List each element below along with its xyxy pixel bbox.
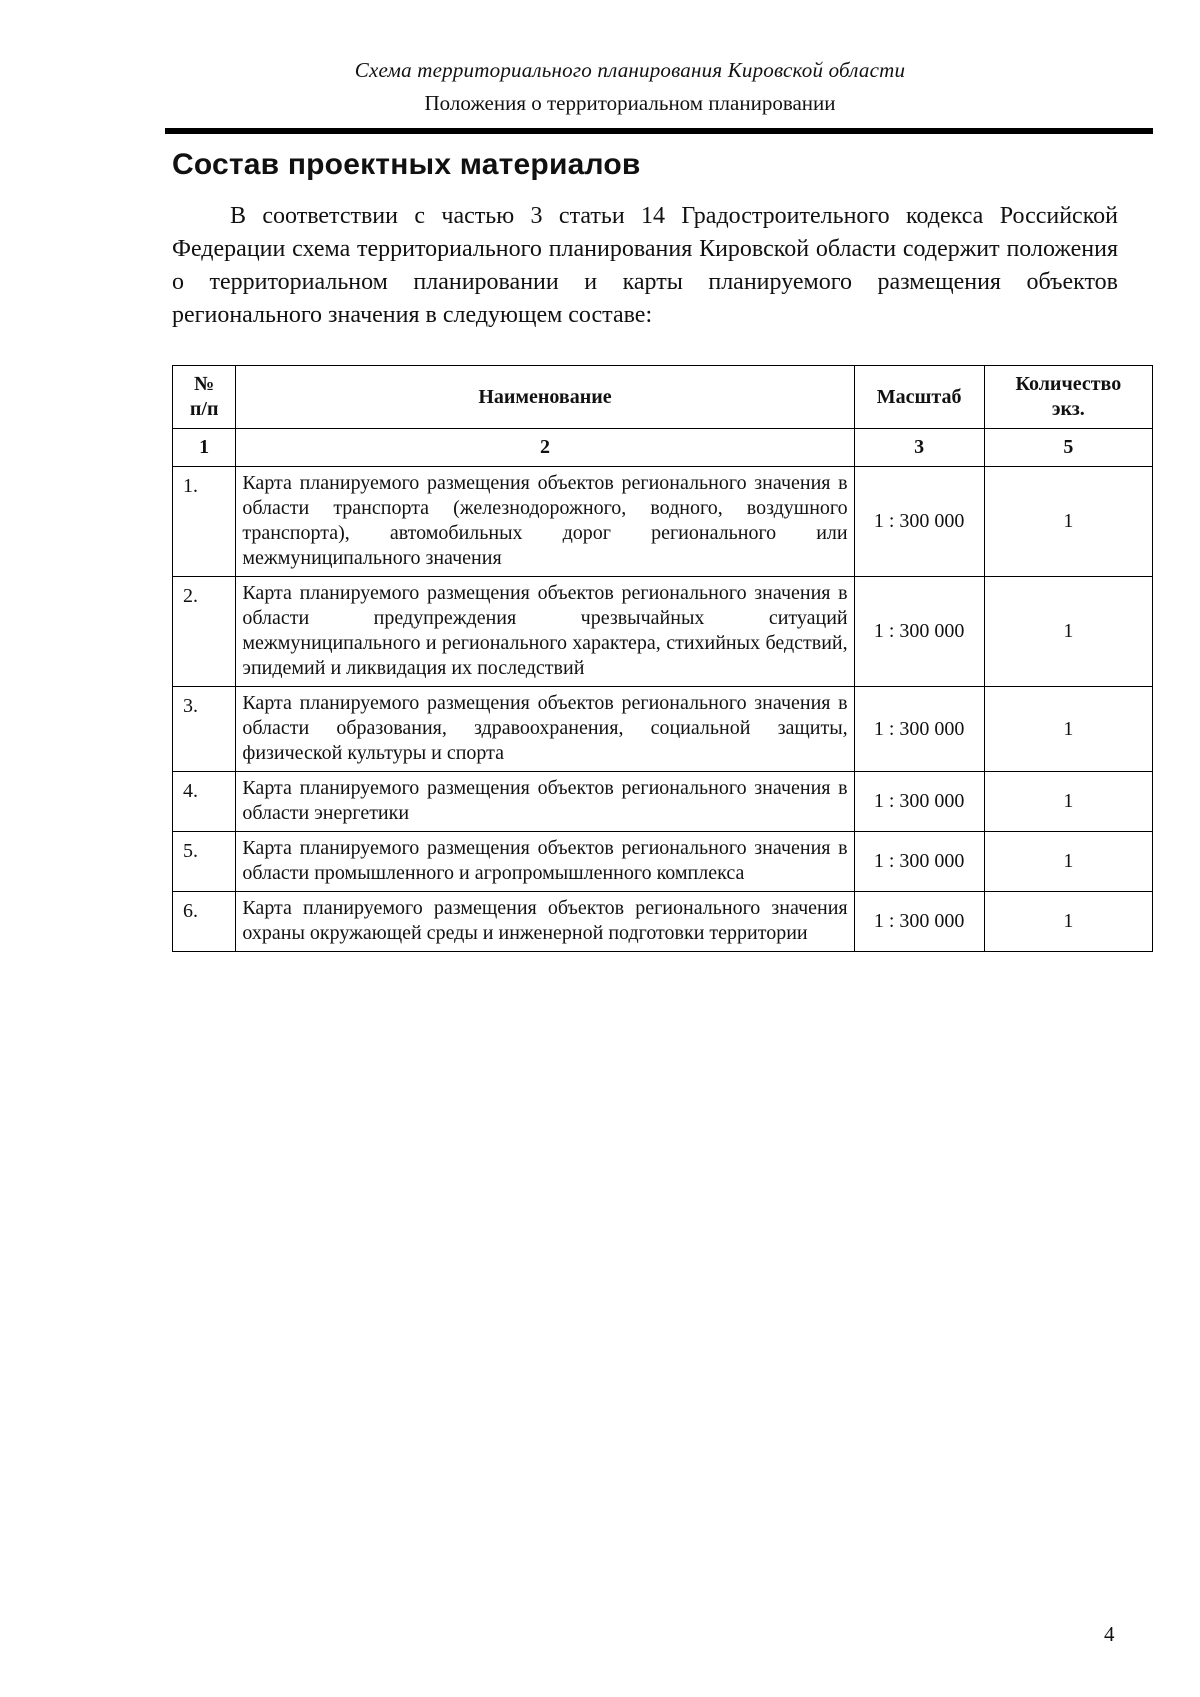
header-scale: Масштаб [854,366,984,429]
row-num: 3. [173,687,236,772]
scheme-title: Схема территориального планирования Кировской области [354,58,906,82]
row-scale: 1 : 300 000 [854,772,984,832]
index-name: 2 [236,429,854,467]
page-title: Состав проектных материалов [172,148,641,181]
row-qty: 1 [984,772,1152,832]
index-num: 1 [173,429,236,467]
header-num: № п/п [173,366,236,429]
row-qty: 1 [984,892,1152,952]
row-scale: 1 : 300 000 [854,467,984,577]
intro-paragraph: В соответствии с частью 3 статьи 14 Градостроительного кодекса Российской Федерации схема территориального планирования Кировской области содержит положения о территориальном планировании и карты планируемого размещения объектов регионального значения в следующем составе: [172,203,1118,328]
header-qty: Количество экз. [984,366,1152,429]
running-header-title [0,58,1200,83]
table-row [173,577,1153,687]
row-qty: 1 [984,687,1152,772]
row-num: 5. [173,832,236,892]
row-name: Карта планируемого размещения объектов регионального значения в области промышленного и агропромышленного комплекса [236,832,854,892]
running-header-section [0,91,1200,116]
table-row [173,892,1153,952]
section-title: Положения о территориальном планировании [424,91,836,115]
row-num: 6. [173,892,236,952]
table-row [173,772,1153,832]
materials-table [172,365,1153,952]
row-qty: 1 [984,467,1152,577]
table-row [173,832,1153,892]
header-name: Наименование [236,366,854,429]
row-name: Карта планируемого размещения объектов регионального значения в области образования, здравоохранения, социальной защиты, физической культуры и спорта [236,687,854,772]
index-scale: 3 [854,429,984,467]
table-row [173,687,1153,772]
row-num: 2. [173,577,236,687]
page-number: 4 [1104,1622,1115,1646]
header-divider [165,128,1153,134]
row-num: 1. [173,467,236,577]
row-scale: 1 : 300 000 [854,687,984,772]
table-index-row [173,429,1153,467]
row-qty: 1 [984,832,1152,892]
table-row [173,467,1153,577]
row-name: Карта планируемого размещения объектов регионального значения охраны окружающей среды и инженерной подготовки территории [236,892,854,952]
row-name: Карта планируемого размещения объектов регионального значения в области энергетики [236,772,854,832]
row-scale: 1 : 300 000 [854,892,984,952]
row-scale: 1 : 300 000 [854,832,984,892]
row-name: Карта планируемого размещения объектов регионального значения в области предупреждения чрезвычайных ситуаций межмуниципального и регионального характера, стихийных бедствий, эпидемий и ликвидация их последствий [236,577,854,687]
row-scale: 1 : 300 000 [854,577,984,687]
index-qty: 5 [984,429,1152,467]
row-name: Карта планируемого размещения объектов регионального значения в области транспорта (железнодорожного, водного, воздушного транспорта), автомобильных дорог регионального или межмуниципального значения [236,467,854,577]
row-qty: 1 [984,577,1152,687]
row-num: 4. [173,772,236,832]
table-header-row [173,366,1153,429]
